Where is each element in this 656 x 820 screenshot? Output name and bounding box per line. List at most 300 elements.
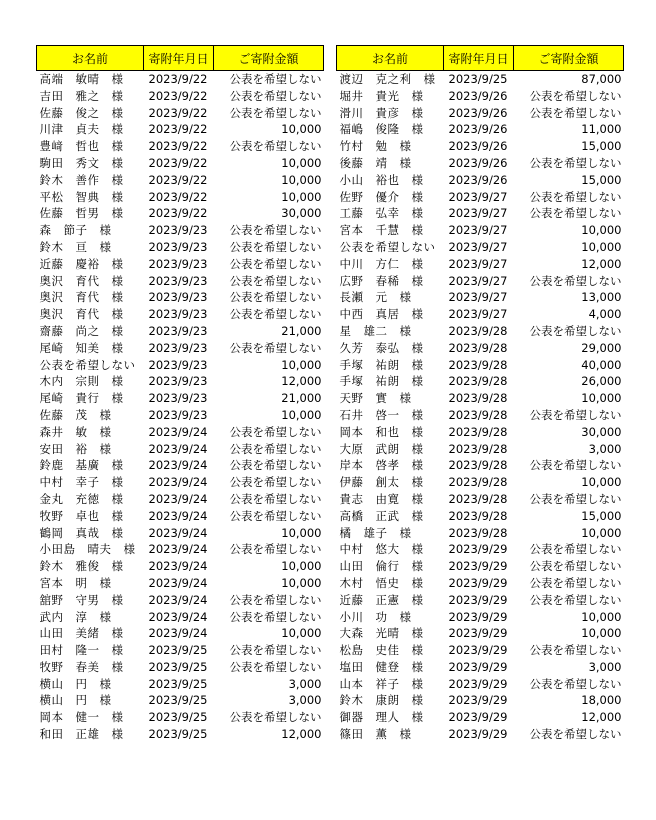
donation-date: 2023/9/29 <box>448 676 508 691</box>
table-row <box>337 289 624 306</box>
table-row <box>337 424 624 441</box>
donor-name: 後藤 靖 様 <box>339 155 412 170</box>
donation-date: 2023/9/26 <box>448 122 508 137</box>
table-row <box>37 441 324 458</box>
table-row <box>37 205 324 222</box>
donation-date: 2023/9/26 <box>448 139 508 154</box>
table-row <box>337 525 624 542</box>
table-row <box>37 357 324 374</box>
table-row <box>337 273 624 290</box>
donor-name: 塩田 健登 様 <box>339 659 424 674</box>
donor-name: 平松 智典 様 <box>39 189 124 204</box>
donor-name: 貴志 由寛 様 <box>339 491 424 506</box>
donation-amount: 公表を希望しない <box>229 475 322 490</box>
donor-name: 大森 光晴 様 <box>339 626 424 641</box>
table-row <box>37 575 324 592</box>
donation-date: 2023/9/25 <box>148 710 208 725</box>
donation-amount: 10,000 <box>581 239 622 254</box>
table-row <box>337 222 624 239</box>
donation-date: 2023/9/29 <box>448 659 508 674</box>
donation-amount: 12,000 <box>281 374 322 389</box>
table-row <box>337 659 624 676</box>
donor-name: 高端 敏晴 様 <box>39 72 124 86</box>
donation-date: 2023/9/24 <box>148 575 208 590</box>
donation-date: 2023/9/23 <box>148 323 208 338</box>
donation-amount: 公表を希望しない <box>229 340 322 355</box>
donor-name: 滑川 貴彦 様 <box>339 105 424 120</box>
donation-amount: 公表を希望しない <box>229 441 322 456</box>
donation-date: 2023/9/27 <box>448 290 508 305</box>
table-row <box>337 474 624 491</box>
donor-name: 尾崎 貴行 様 <box>39 391 124 406</box>
donation-amount: 公表を希望しない <box>529 575 622 590</box>
donation-amount: 公表を希望しない <box>529 155 622 170</box>
donor-name: 牧野 春美 様 <box>39 659 124 674</box>
table-row <box>37 121 324 138</box>
donation-amount: 21,000 <box>281 323 322 338</box>
table-row <box>337 541 624 558</box>
table-body-left <box>37 71 324 743</box>
donation-date: 2023/9/29 <box>448 559 508 574</box>
table-row <box>37 155 324 172</box>
donor-name: 公表を希望しない <box>39 357 136 372</box>
table-row <box>37 273 324 290</box>
donor-name: 小川 功 様 <box>339 609 412 624</box>
table-row <box>337 155 624 172</box>
table-row <box>337 625 624 642</box>
donation-amount: 11,000 <box>581 122 622 137</box>
donor-name: 鈴木 雅俊 様 <box>39 559 124 574</box>
donation-amount: 公表を希望しない <box>229 424 322 439</box>
donor-name: 横山 円 様 <box>39 693 112 708</box>
donation-date: 2023/9/24 <box>148 441 208 456</box>
donor-name: 奥沢 育代 様 <box>39 307 124 322</box>
table-row <box>337 189 624 206</box>
donor-name: 工藤 弘幸 様 <box>339 206 424 221</box>
donation-date: 2023/9/23 <box>148 340 208 355</box>
table-row <box>337 726 624 743</box>
table-row <box>337 441 624 458</box>
table-row <box>337 676 624 693</box>
donation-date: 2023/9/25 <box>448 72 508 86</box>
donation-date: 2023/9/25 <box>148 659 208 674</box>
table-row <box>37 306 324 323</box>
donation-amount: 10,000 <box>581 223 622 238</box>
donation-amount: 公表を希望しない <box>529 727 622 742</box>
table-row <box>37 289 324 306</box>
donation-amount: 15,000 <box>581 508 622 523</box>
header-date: 寄附年月日 <box>144 46 214 71</box>
table-row <box>37 709 324 726</box>
donation-amount: 10,000 <box>281 559 322 574</box>
donation-date: 2023/9/24 <box>148 559 208 574</box>
table-row <box>337 71 624 88</box>
donation-date: 2023/9/24 <box>148 508 208 523</box>
donation-date: 2023/9/26 <box>448 155 508 170</box>
donation-amount: 21,000 <box>281 391 322 406</box>
table-row <box>37 340 324 357</box>
donation-date: 2023/9/29 <box>448 693 508 708</box>
donation-amount: 公表を希望しない <box>229 105 322 120</box>
donation-date: 2023/9/23 <box>148 391 208 406</box>
donation-date: 2023/9/29 <box>448 592 508 607</box>
donation-date: 2023/9/24 <box>148 491 208 506</box>
donor-name: 駒田 秀文 様 <box>39 155 124 170</box>
donor-name: 近藤 慶裕 様 <box>39 256 124 271</box>
donation-date: 2023/9/28 <box>448 525 508 540</box>
donor-name: 橘 雄子 様 <box>339 525 412 540</box>
donation-date: 2023/9/27 <box>448 273 508 288</box>
table-row <box>337 558 624 575</box>
donation-date: 2023/9/26 <box>448 105 508 120</box>
donation-date: 2023/9/29 <box>448 710 508 725</box>
donor-name: 田村 隆一 様 <box>39 643 124 658</box>
table-row <box>37 88 324 105</box>
table-row <box>37 239 324 256</box>
donor-name: 舘野 守男 様 <box>39 592 124 607</box>
donation-amount: 10,000 <box>281 575 322 590</box>
donation-date: 2023/9/24 <box>148 525 208 540</box>
donor-name: 中川 方仁 様 <box>339 256 424 271</box>
donation-amount: 3,000 <box>288 676 322 691</box>
table-row <box>37 71 324 88</box>
donation-amount: 公表を希望しない <box>529 542 622 557</box>
table-row <box>37 558 324 575</box>
donation-date: 2023/9/25 <box>148 643 208 658</box>
donation-amount: 10,000 <box>581 525 622 540</box>
donor-name: 福嶋 俊隆 様 <box>339 122 424 137</box>
table-row <box>37 373 324 390</box>
table-row <box>37 424 324 441</box>
donation-amount: 40,000 <box>581 357 622 372</box>
table-row <box>37 726 324 743</box>
table-row <box>37 457 324 474</box>
table-row <box>337 256 624 273</box>
table-row <box>37 138 324 155</box>
table-row <box>337 323 624 340</box>
donation-date: 2023/9/22 <box>148 206 208 221</box>
donation-date: 2023/9/29 <box>448 626 508 641</box>
donor-name: 森井 敏 様 <box>39 424 112 439</box>
donation-date: 2023/9/22 <box>148 155 208 170</box>
donor-name: 山本 祥子 様 <box>339 676 424 691</box>
header-name: お名前 <box>337 46 444 71</box>
donation-amount: 公表を希望しない <box>229 643 322 658</box>
donation-amount: 30,000 <box>281 206 322 221</box>
donation-date: 2023/9/23 <box>148 407 208 422</box>
table-row <box>37 491 324 508</box>
donation-date: 2023/9/28 <box>448 407 508 422</box>
donor-name: 篠田 薫 様 <box>339 727 412 742</box>
donor-name: 久芳 泰弘 様 <box>339 340 424 355</box>
donation-amount: 公表を希望しない <box>529 88 622 103</box>
donor-name: 安田 裕 様 <box>39 441 112 456</box>
donation-date: 2023/9/28 <box>448 323 508 338</box>
donation-date: 2023/9/28 <box>448 391 508 406</box>
donation-date: 2023/9/28 <box>448 508 508 523</box>
donation-date: 2023/9/27 <box>448 256 508 271</box>
donor-name: 岸本 啓孝 様 <box>339 458 424 473</box>
table-row <box>337 138 624 155</box>
donation-amount: 公表を希望しない <box>229 609 322 624</box>
donor-name: 中村 幸子 様 <box>39 475 124 490</box>
table-row <box>37 256 324 273</box>
donor-name: 天野 實 様 <box>339 391 412 406</box>
donation-amount: 3,000 <box>588 659 622 674</box>
donation-amount: 公表を希望しない <box>229 710 322 725</box>
donation-amount: 公表を希望しない <box>229 542 322 557</box>
table-row <box>37 189 324 206</box>
donation-amount: 29,000 <box>581 340 622 355</box>
donation-amount: 公表を希望しない <box>229 273 322 288</box>
donation-amount: 10,000 <box>281 122 322 137</box>
donation-amount: 3,000 <box>588 441 622 456</box>
donation-amount: 10,000 <box>281 525 322 540</box>
donation-date: 2023/9/22 <box>148 172 208 187</box>
donation-date: 2023/9/29 <box>448 542 508 557</box>
donation-amount: 公表を希望しない <box>229 458 322 473</box>
donation-amount: 公表を希望しない <box>529 206 622 221</box>
donor-name: 山田 倫行 様 <box>339 559 424 574</box>
donation-amount: 公表を希望しない <box>229 307 322 322</box>
donation-amount: 公表を希望しない <box>229 256 322 271</box>
donor-name: 星 雄二 様 <box>339 323 412 338</box>
donor-name: 川津 貞夫 様 <box>39 122 124 137</box>
donation-amount: 10,000 <box>281 155 322 170</box>
donor-name: 小田島 晴夫 様 <box>39 542 136 557</box>
table-row <box>37 676 324 693</box>
donor-name: 松島 史佳 様 <box>339 643 424 658</box>
donation-date: 2023/9/27 <box>448 223 508 238</box>
header-row <box>37 46 324 71</box>
donation-date: 2023/9/24 <box>148 609 208 624</box>
table-row <box>337 491 624 508</box>
donor-name: 中村 悠大 様 <box>339 542 424 557</box>
donor-name: 鶴岡 真哉 様 <box>39 525 124 540</box>
donor-name: 和田 正雄 様 <box>39 727 124 742</box>
table-row <box>337 373 624 390</box>
donation-amount: 公表を希望しない <box>229 72 322 86</box>
donation-amount: 公表を希望しない <box>529 273 622 288</box>
donation-amount: 公表を希望しない <box>229 659 322 674</box>
donation-amount: 15,000 <box>581 139 622 154</box>
donation-date: 2023/9/27 <box>448 307 508 322</box>
donor-name: 岡本 健一 様 <box>39 710 124 725</box>
donation-date: 2023/9/27 <box>448 239 508 254</box>
donation-amount: 公表を希望しない <box>229 239 322 254</box>
donation-date: 2023/9/29 <box>448 609 508 624</box>
donor-name: 高橋 正武 様 <box>339 508 424 523</box>
table-row <box>37 609 324 626</box>
donation-amount: 10,000 <box>281 626 322 641</box>
table-row <box>37 525 324 542</box>
donation-amount: 13,000 <box>581 290 622 305</box>
donation-date: 2023/9/24 <box>148 424 208 439</box>
donation-amount: 公表を希望しない <box>529 592 622 607</box>
donation-date: 2023/9/28 <box>448 340 508 355</box>
donation-amount: 10,000 <box>581 475 622 490</box>
table-row <box>37 105 324 122</box>
donation-date: 2023/9/27 <box>448 206 508 221</box>
donor-name: 堀井 貴光 様 <box>339 88 424 103</box>
table-row <box>37 407 324 424</box>
donor-name: 横山 円 様 <box>39 676 112 691</box>
header-name: お名前 <box>37 46 144 71</box>
donation-date: 2023/9/28 <box>448 441 508 456</box>
table-row <box>337 306 624 323</box>
donor-name: 大原 武朗 様 <box>339 441 424 456</box>
donation-date: 2023/9/24 <box>148 592 208 607</box>
donor-name: 岡本 和也 様 <box>339 424 424 439</box>
table-row <box>337 205 624 222</box>
donor-name: 牧野 卓也 様 <box>39 508 124 523</box>
header-amount: ご寄附金額 <box>514 46 624 71</box>
table-row <box>37 222 324 239</box>
donation-amount: 10,000 <box>281 407 322 422</box>
donor-name: 渡辺 克之利 様 <box>339 72 436 86</box>
donation-date: 2023/9/22 <box>148 88 208 103</box>
donor-name: 奥沢 育代 様 <box>39 290 124 305</box>
table-row <box>337 609 624 626</box>
donation-date: 2023/9/23 <box>148 290 208 305</box>
donation-date: 2023/9/28 <box>448 475 508 490</box>
donor-name: 佐野 優介 様 <box>339 189 424 204</box>
table-row <box>337 340 624 357</box>
donation-amount: 87,000 <box>581 72 622 86</box>
donation-amount: 公表を希望しない <box>229 491 322 506</box>
donation-amount: 公表を希望しない <box>529 407 622 422</box>
donor-table-right <box>336 45 624 743</box>
donor-name: 鈴木 康朗 様 <box>339 693 424 708</box>
donation-amount: 15,000 <box>581 172 622 187</box>
donor-name: 中西 真居 様 <box>339 307 424 322</box>
donor-name: 近藤 正憲 様 <box>339 592 424 607</box>
donor-name: 手塚 祐朗 様 <box>339 374 424 389</box>
donation-amount: 公表を希望しない <box>529 323 622 338</box>
donor-name: 奥沢 育代 様 <box>39 273 124 288</box>
donation-date: 2023/9/28 <box>448 458 508 473</box>
donation-date: 2023/9/22 <box>148 72 208 86</box>
table-row <box>37 323 324 340</box>
donation-amount: 10,000 <box>281 357 322 372</box>
donation-amount: 10,000 <box>581 626 622 641</box>
table-row <box>337 239 624 256</box>
donation-date: 2023/9/24 <box>148 475 208 490</box>
donation-amount: 公表を希望しない <box>229 592 322 607</box>
donation-date: 2023/9/26 <box>448 172 508 187</box>
donation-date: 2023/9/23 <box>148 357 208 372</box>
donor-name: 宮本 明 様 <box>39 575 112 590</box>
donation-amount: 公表を希望しない <box>229 139 322 154</box>
donation-date: 2023/9/29 <box>448 643 508 658</box>
table-row <box>337 592 624 609</box>
donation-amount: 10,000 <box>281 172 322 187</box>
donation-amount: 10,000 <box>581 609 622 624</box>
donation-amount: 30,000 <box>581 424 622 439</box>
table-row <box>37 541 324 558</box>
donor-table-left <box>36 45 324 743</box>
donation-date: 2023/9/27 <box>448 189 508 204</box>
donor-name: 広野 春稀 様 <box>339 273 424 288</box>
donation-amount: 12,000 <box>581 710 622 725</box>
donation-date: 2023/9/22 <box>148 189 208 204</box>
donor-name: 鈴木 善作 様 <box>39 172 124 187</box>
table-row <box>37 642 324 659</box>
donation-date: 2023/9/28 <box>448 374 508 389</box>
donation-date: 2023/9/23 <box>148 223 208 238</box>
donation-amount: 公表を希望しない <box>529 676 622 691</box>
table-row <box>37 625 324 642</box>
table-body-right <box>337 71 624 743</box>
donation-date: 2023/9/25 <box>148 676 208 691</box>
donation-date: 2023/9/26 <box>448 88 508 103</box>
donation-amount: 18,000 <box>581 693 622 708</box>
donation-amount: 26,000 <box>581 374 622 389</box>
header-row <box>337 46 624 71</box>
donation-amount: 12,000 <box>281 727 322 742</box>
donation-amount: 12,000 <box>581 256 622 271</box>
donor-name: 佐藤 茂 様 <box>39 407 112 422</box>
donor-name: 石井 啓一 様 <box>339 407 424 422</box>
donor-name: 手塚 祐朗 様 <box>339 357 424 372</box>
table-row <box>37 172 324 189</box>
donor-name: 佐藤 哲男 様 <box>39 206 124 221</box>
donation-date: 2023/9/29 <box>448 727 508 742</box>
donation-date: 2023/9/28 <box>448 491 508 506</box>
table-row <box>337 105 624 122</box>
donor-name: 竹村 勉 様 <box>339 139 412 154</box>
donor-name: 伊藤 創太 様 <box>339 475 424 490</box>
table-row <box>337 121 624 138</box>
table-row <box>37 692 324 709</box>
donation-date: 2023/9/23 <box>148 256 208 271</box>
donation-date: 2023/9/25 <box>148 693 208 708</box>
donor-name: 小山 裕也 様 <box>339 172 424 187</box>
donation-amount: 公表を希望しない <box>229 290 322 305</box>
donation-amount: 公表を希望しない <box>529 643 622 658</box>
donor-name: 佐藤 俊之 様 <box>39 105 124 120</box>
donation-date: 2023/9/28 <box>448 357 508 372</box>
donor-name: 宮本 千慧 様 <box>339 223 424 238</box>
donor-name: 山田 美緒 様 <box>39 626 124 641</box>
table-row <box>337 357 624 374</box>
table-row <box>337 575 624 592</box>
table-row <box>337 642 624 659</box>
donor-name: 森 節子 様 <box>39 223 112 238</box>
donation-amount: 4,000 <box>588 307 622 322</box>
donation-date: 2023/9/28 <box>448 424 508 439</box>
donation-amount: 公表を希望しない <box>229 223 322 238</box>
donation-amount: 公表を希望しない <box>529 189 622 204</box>
donor-name: 豊﨑 哲也 様 <box>39 139 124 154</box>
donation-date: 2023/9/24 <box>148 626 208 641</box>
donation-amount: 10,000 <box>581 391 622 406</box>
table-row <box>337 457 624 474</box>
header-date: 寄附年月日 <box>444 46 514 71</box>
donation-amount: 公表を希望しない <box>529 105 622 120</box>
donor-name: 金丸 充徳 様 <box>39 491 124 506</box>
table-row <box>337 709 624 726</box>
donation-date: 2023/9/29 <box>448 575 508 590</box>
donation-amount: 公表を希望しない <box>229 88 322 103</box>
donation-amount: 3,000 <box>288 693 322 708</box>
table-row <box>337 390 624 407</box>
donor-name: 吉田 雅之 様 <box>39 88 124 103</box>
donation-date: 2023/9/22 <box>148 139 208 154</box>
donation-date: 2023/9/24 <box>148 458 208 473</box>
table-row <box>37 390 324 407</box>
donation-date: 2023/9/23 <box>148 307 208 322</box>
